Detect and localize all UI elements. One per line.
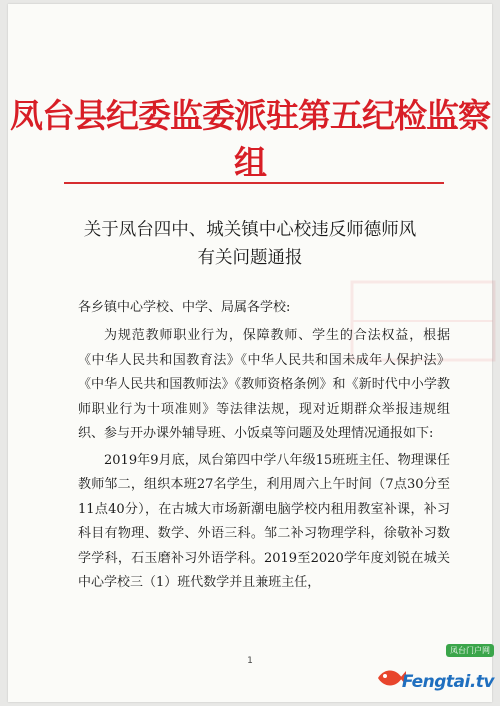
document-title-line-2: 有关问题通报	[197, 248, 303, 268]
red-divider	[64, 182, 444, 184]
document-title-line-1: 关于凤台四中、城关镇中心校违反师德师风	[83, 220, 417, 240]
salutation: 各乡镇中心学校、中学、局属各学校:	[78, 300, 291, 315]
body-paragraph-1: 为规范教师职业行为，保障教师、学生的合法权益，根据《中华人民共和国教育法》《中华人民共和国未成年人保护法》《中华人民共和国教师法》《教师资格条例》和《新时代中小学教师职业行为十项准则》等法律法规，现对近期群众举报违规组织、参与开办课外辅导班、小饭桌等问题及处理情况通报如下:	[78, 328, 450, 441]
logo-brand-text: Fengtai.tv	[401, 672, 494, 692]
org-header-title: 凤台县纪委监委派驻第五纪检监察组	[10, 96, 490, 182]
document-body	[78, 324, 450, 596]
document-page	[8, 4, 492, 702]
site-watermark-logo	[376, 642, 496, 702]
page-number: 1	[247, 656, 253, 666]
body-paragraph-2: 2019年9月底，凤台第四中学八年级15班班主任、物理课任教师邹二，组织本班27名学生，利用周六上午时间（7点30分至11点40分），在古城大市场新潮电脑学校内租用教室补课，补习科目有物理、数学、外语三科。邹二补习物理学科，徐敬补习数学学科，石玉磨补习外语学科。2019至2020学年度刘锐在城关中心学校三（1）班代数学并且兼班主任，	[78, 452, 450, 590]
document-title	[28, 216, 472, 272]
logo-badge: 凤台门户网	[446, 644, 494, 657]
